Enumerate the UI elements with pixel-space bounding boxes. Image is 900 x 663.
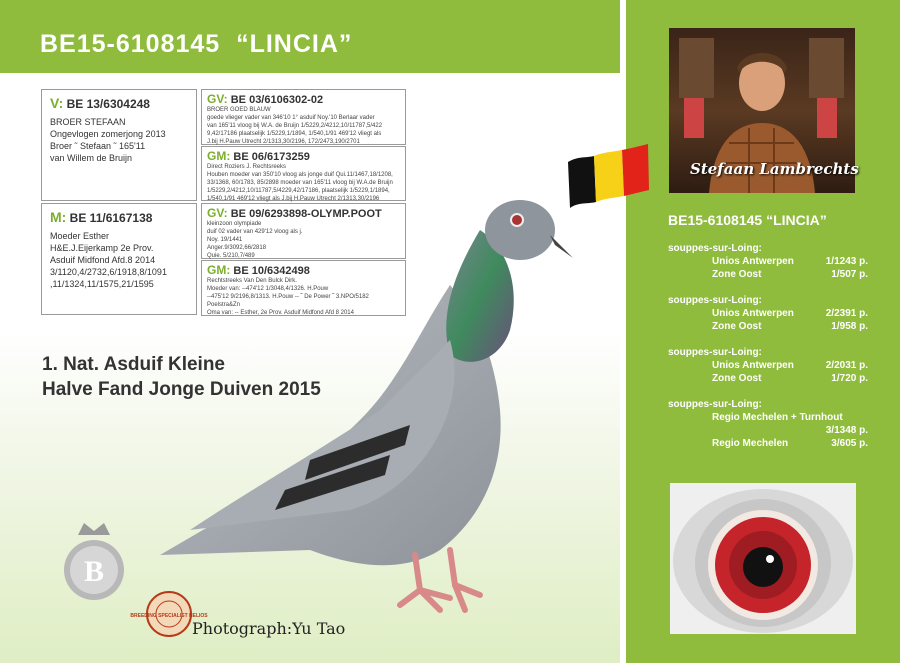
belgian-flag-icon	[566, 142, 650, 210]
gm1-ring: BE 06/6173259	[233, 151, 310, 163]
gv1-line: goede vlieger vader van 346'10 1° asduif Noy.'10 Berlaar vader	[207, 115, 375, 121]
result-value: 3/605 p.	[831, 438, 868, 449]
gm1-line: 1/540,1/91 469'12 vliegt als J.bij H.Pauw Utrecht 2/1313,30/2196	[207, 196, 380, 202]
pigeon-leg	[400, 555, 450, 610]
dam-line: Moeder Esther	[50, 231, 110, 241]
result-row	[668, 268, 868, 281]
sire-line: BROER STEFAAN	[50, 117, 126, 127]
dam-line: Asduif Midfond Afd.8 2014	[50, 255, 156, 265]
gv1-line: 9,42/17186 plaatselijk 1/5229,1/1894, 1/540,1/91 469'12 vliegt als	[207, 131, 382, 137]
result-value: 1/1243 p.	[825, 256, 868, 267]
sire-ring: BE 13/6304248	[66, 97, 150, 111]
gm1-line: Direct Roziers J. Rechtsreeks	[207, 164, 287, 170]
gm2-line: Rechtstreeks Van Den Bulck Dirk.	[207, 278, 297, 284]
gv2-ring: BE 09/6293898-OLYMP.POOT	[230, 208, 382, 220]
gm1-line: 33/1368, 60/1783, 85/2898 moeder van 165'11 vloog bij W.A.de Bruijn	[207, 180, 393, 186]
dam-label: M:	[50, 209, 67, 225]
result-row	[668, 255, 868, 268]
sire-line: Ongevlogen zomerjong 2013	[50, 129, 166, 139]
result-row	[668, 411, 868, 424]
gm1-label: GM:	[207, 149, 231, 163]
gv1-ring: BE 03/6106302-02	[230, 94, 324, 106]
sire-line: van Willem de Bruijn	[50, 153, 133, 163]
result-item	[668, 294, 868, 333]
gv1-line: BROER GOED BLAUW	[207, 107, 271, 113]
result-name: Zone Oost	[712, 269, 762, 280]
page-title: BE15-6108145 “LINCIA”	[40, 30, 353, 58]
dam-line: 3/1120,4/2732,6/1918,8/1091	[50, 267, 167, 277]
gm2-line: Poelstra&Zn	[207, 302, 241, 308]
sire-box	[41, 89, 197, 201]
result-name: Unios Antwerpen	[712, 360, 794, 371]
sire-label: V:	[50, 95, 64, 111]
dam-line: H&E.J.Eijerkamp 2e Prov.	[50, 243, 154, 253]
club-badge-logo	[58, 515, 130, 610]
result-item	[668, 346, 868, 385]
result-value: 1/958 p.	[831, 321, 868, 332]
result-name: Zone Oost	[712, 373, 762, 384]
result-race: souppes-sur-Loing:	[668, 347, 762, 358]
sire-header	[50, 95, 188, 111]
gm2-line: --475'12 9/2196,8/1313. H.Pouw -- ˜ De Power ˜ 3.NPO/5182	[207, 294, 369, 300]
result-row	[668, 437, 868, 450]
gm2-line: Moeder van: --474'12 1/3048,4/1326. H.Pouw	[207, 286, 329, 292]
result-value: 1/507 p.	[831, 269, 868, 280]
pigeon-leg	[450, 550, 480, 610]
gv1-line: J.bij H.Pauw Utrecht 2/1313,30/2196, 172/2473,190/2701	[207, 139, 360, 145]
result-race: souppes-sur-Loing:	[668, 243, 762, 254]
gm2-line: Oma van: -- Esther, 2e Prov. Asduif Midfond Afd 8 2014	[207, 310, 354, 316]
gm1-line: Houben moeder van 350'10 vloog als jonge duif Qui.11/1467,18/1208,	[207, 172, 393, 178]
gm1-header	[207, 149, 400, 163]
dam-ring: BE 11/6167138	[69, 211, 153, 225]
gv1-line: van 165'11 vloog bij W.A. de Bruijn 1/5229,2/4212,10/11787,5/422	[207, 123, 383, 129]
gv1-header	[207, 92, 400, 106]
pigeon-image	[150, 190, 590, 640]
result-value: 2/2031 p.	[825, 360, 868, 371]
gv2-line: duif 02 vader van 429'12 vloog als j.	[207, 229, 303, 235]
photo-credit: Photograph:Yu Tao	[192, 619, 346, 638]
gv2-label: GV:	[207, 206, 228, 220]
gv2-line: Noy. 19/1441	[207, 237, 243, 243]
gv2-line: Anger.9/3092,66/2818	[207, 245, 267, 251]
result-name: Zone Oost	[712, 321, 762, 332]
result-row	[668, 320, 868, 333]
gm2-ring: BE 10/6342498	[233, 265, 310, 277]
result-name: Unios Antwerpen	[712, 308, 794, 319]
badge-letter: B	[83, 555, 105, 588]
pigeon-eye	[511, 214, 523, 226]
breeding-specialist-seal	[130, 590, 208, 638]
result-row	[668, 359, 868, 372]
result-row	[668, 307, 868, 320]
result-item	[668, 242, 868, 281]
result-row	[668, 424, 868, 437]
result-name: Regio Mechelen + Turnhout	[712, 412, 843, 423]
result-race: souppes-sur-Loing:	[668, 295, 762, 306]
breeder-name: Stefaan Lambrechts	[690, 160, 859, 178]
gm1-line: 1/5229,2/4212,10/11787,5/4229,42/17186, plaatselijk 1/5229,1/1894,	[207, 188, 390, 194]
crown-icon	[78, 523, 110, 535]
grandsire-paternal-box	[201, 89, 406, 145]
gm2-label: GM:	[207, 263, 231, 277]
result-name: Unios Antwerpen	[712, 256, 794, 267]
result-value: 1/720 p.	[831, 373, 868, 384]
seal-text: BREEDING SPECIALIST HELIOS	[130, 613, 208, 619]
result-value: 2/2391 p.	[825, 308, 868, 319]
results-list	[668, 242, 868, 463]
pigeon-head	[485, 200, 555, 260]
result-item	[668, 398, 868, 450]
result-name: Regio Mechelen	[712, 438, 789, 449]
sire-line: Broer ˜ Stefaan ˜ 165'11	[50, 141, 146, 151]
achievement-line: 1. Nat. Asduif Kleine	[42, 354, 225, 375]
result-value: 3/1348 p.	[825, 425, 868, 436]
result-row	[668, 372, 868, 385]
eye-closeup-image	[670, 483, 856, 634]
gv2-line: Quie. 5/210,7/489	[207, 253, 255, 259]
gv1-label: GV:	[207, 92, 228, 106]
results-title: BE15-6108145 “LINCIA”	[668, 212, 827, 228]
dam-line: ,11/1324,11/1575,21/1595	[50, 279, 154, 289]
achievement-line: Halve Fand Jonge Duiven 2015	[42, 379, 321, 400]
result-race: souppes-sur-Loing:	[668, 399, 762, 410]
gv2-line: kleinzoon olympiade	[207, 221, 262, 227]
